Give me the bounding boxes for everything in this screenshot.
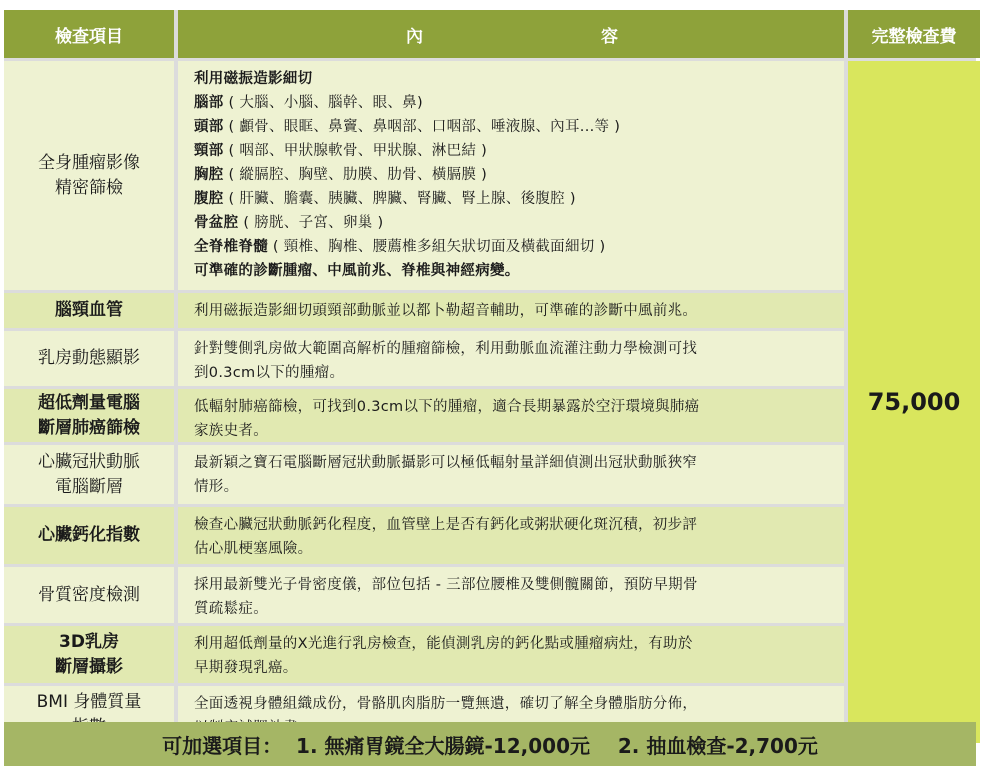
optional-items-bar: [4, 722, 976, 766]
row-content-line: [194, 139, 834, 163]
organ-detail: ( 肝臟、膽囊、胰臟、脾臟、腎臟、腎上腺、後腹腔 ): [223, 191, 576, 207]
row-name-text: 骨質密度檢測: [38, 584, 140, 605]
organ-label: 腦部: [194, 95, 224, 111]
row-content-line: [194, 67, 834, 91]
row-content-text: 採用最新雙光子骨密度儀，部位包括 - 三部位腰椎及雙側髖關節，預防早期骨 質疏鬆症。: [194, 577, 698, 617]
row-content: [178, 507, 844, 564]
row-content: [178, 389, 844, 442]
row-name: [4, 567, 174, 623]
organ-label: 腹腔: [194, 191, 224, 207]
header-content-left: 內: [406, 26, 423, 47]
row-name: [4, 61, 174, 290]
row-content-text: 檢查心臟冠狀動脈鈣化程度，血管壁上是否有鈣化或粥狀硬化斑沉積，初步評 估心肌梗塞風險。: [194, 517, 698, 557]
row-content-text: 利用磁振造影細切頭頸部動脈並以都卜勒超音輔助，可準確的診斷中風前兆。: [194, 303, 698, 319]
header-content-right: 容: [601, 26, 618, 47]
row-content: [178, 626, 844, 683]
row-content-line: [194, 91, 834, 115]
row-name-text: 乳房動態顯影: [38, 348, 140, 368]
organ-label: 全脊椎脊髓: [194, 239, 268, 255]
row-name: [4, 507, 174, 564]
row-name: [4, 389, 174, 442]
organ-label: 利用磁振造影細切: [194, 71, 313, 87]
row-content: [178, 293, 844, 328]
row-content-text: 低輻射肺癌篩檢，可找到0.3cm以下的腫瘤，適合長期暴露於空汙環境與肺癌 家族史者。: [194, 399, 700, 439]
row-name-text: 腦頸血管: [55, 300, 123, 320]
row-content-text: 最新穎之寶石電腦斷層冠狀動脈攝影可以極低輻射量詳細偵測出冠狀動脈狹窄 情形。: [194, 455, 698, 495]
organ-label: 骨盆腔: [194, 215, 239, 231]
header-fee: 完整檢查費: [848, 10, 980, 58]
row-name: [4, 293, 174, 328]
row-content-line: [194, 259, 834, 283]
row-content: [178, 445, 844, 504]
organ-label: 可準確的診斷腫瘤、中風前兆、脊椎與神經病變。: [194, 263, 520, 279]
row-content-line: [194, 235, 834, 259]
row-name-text: 全身腫瘤影像 精密篩檢: [38, 152, 140, 198]
row-content-line: [194, 163, 834, 187]
row-name-text: 心臟鈣化指數: [38, 525, 140, 545]
header-item: 檢查項目: [4, 10, 174, 58]
organ-detail: ( 顱骨、眼眶、鼻竇、鼻咽部、口咽部、唾液腺、內耳...等 ): [223, 119, 621, 135]
organ-label: 頸部: [194, 143, 224, 159]
row-content-text: 利用超低劑量的X光進行乳房檢查，能偵測乳房的鈣化點或腫瘤病灶，有助於 早期發現乳癌。: [194, 636, 693, 676]
row-content: [178, 567, 844, 623]
row-content: [178, 331, 844, 386]
organ-detail: ( 咽部、甲狀腺軟骨、甲狀腺、淋巴結 ): [223, 143, 488, 159]
organ-label: 胸腔: [194, 167, 224, 183]
header-content: [178, 10, 844, 58]
row-name-text: BMI 身體質量: [36, 691, 142, 712]
organ-detail: ( 頸椎、胸椎、腰薦椎多組矢狀切面及橫截面細切 ): [268, 239, 606, 255]
organ-detail: ( 縱膈腔、胸壁、肋膜、肋骨、橫膈膜 ): [223, 167, 488, 183]
row-content-line: [194, 115, 834, 139]
row-name: [4, 626, 174, 683]
row-content-line: [194, 211, 834, 235]
row-name: [4, 445, 174, 504]
exam-table: [4, 10, 980, 743]
organ-detail: ( 大腦、小腦、腦幹、眼、鼻): [223, 95, 423, 111]
row-name-text: 超低劑量電腦 斷層肺癌篩檢: [38, 392, 140, 438]
row-content-text: 全面透視身體組織成份，骨骼肌肉脂肪一覽無遺，確切了解全身體脂肪分佈，: [194, 696, 698, 712]
row-name: [4, 331, 174, 386]
row-name-text: 3D乳房 斷層攝影: [55, 631, 123, 677]
optional-items-text: 可加選項目： 1. 無痛胃鏡全大腸鏡-12,000元 2. 抽血檢查-2,700元: [162, 733, 818, 758]
row-content-line: [194, 187, 834, 211]
organ-label: 頭部: [194, 119, 224, 135]
row-name-text: 心臟冠狀動脈 電腦斷層: [38, 451, 140, 497]
row-content: [178, 61, 844, 290]
organ-detail: ( 膀胱、子宮、卵巢 ): [238, 215, 384, 231]
row-content-text: 針對雙側乳房做大範圍高解析的腫瘤篩檢，利用動脈血流灌注動力學檢測可找 到0.3cm以下的腫瘤。: [194, 341, 698, 381]
price-cell: 75,000: [848, 61, 980, 743]
